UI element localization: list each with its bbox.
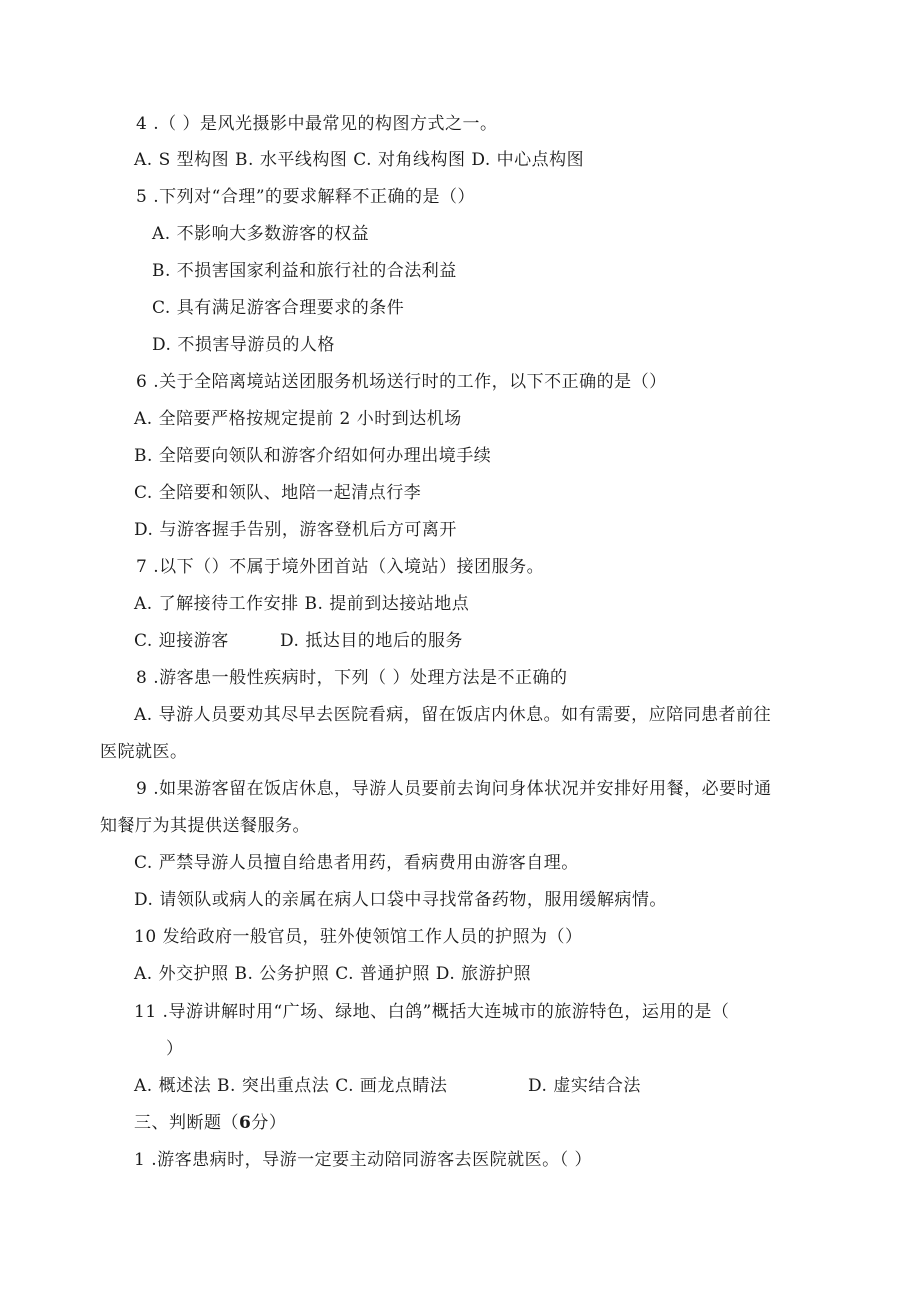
question-6: 6 .关于全陪离境站送团服务机场送行时的工作，以下不正确的是（） (136, 372, 667, 392)
question-4: 4 .（ ）是风光摄影中最常见的构图方式之一。 (136, 114, 498, 134)
question-11-option-d: D. 虚实结合法 (528, 1076, 641, 1096)
question-4-options: A. S 型构图 B. 水平线构图 C. 对角线构图 D. 中心点构图 (134, 150, 585, 170)
question-5: 5 .下列对“合理”的要求解释不正确的是（） (136, 187, 476, 207)
question-10: 10 发给政府一般官员，驻外使领馆工作人员的护照为（） (134, 927, 583, 947)
question-8-option-a-line2: 医院就医。 (100, 742, 188, 762)
section-3-points: 6 (239, 1113, 252, 1133)
judgment-question-1: 1 .游客患病时，导游一定要主动陪同游客去医院就医。（ ） (134, 1150, 593, 1170)
question-9-option-d: D. 请领队或病人的亲属在病人口袋中寻找常备药物，服用缓解病情。 (134, 890, 667, 910)
question-7: 7 .以下（）不属于境外团首站（入境站）接团服务。 (136, 557, 545, 577)
question-9-option-c: C. 严禁导游人员擅自给患者用药，看病费用由游客自理。 (134, 853, 579, 873)
question-11: 11 .导游讲解时用“广场、绿地、白鸽”概括大连城市的旅游特色，运用的是（ (134, 1002, 730, 1022)
section-3-heading-prefix: 三、判断题（ (134, 1113, 239, 1133)
question-8-option-a-line1: A. 导游人员要劝其尽早去医院看病，留在饭店内休息。如有需要，应陪同患者前往 (134, 705, 772, 725)
question-7-option-d: D. 抵达目的地后的服务 (280, 631, 463, 651)
question-9-line1: 9 .如果游客留在饭店休息，导游人员要前去询问身体状况并安排好用餐，必要时通 (136, 779, 772, 799)
question-6-option-b: B. 全陪要向领队和游客介绍如何办理出境手续 (134, 446, 492, 466)
question-5-option-d: D. 不损害导游员的人格 (152, 335, 335, 355)
section-3-heading (134, 1111, 286, 1135)
question-6-option-d: D. 与游客握手告别，游客登机后方可离开 (134, 520, 457, 540)
question-11-options-abc: A. 概述法 B. 突出重点法 C. 画龙点睛法 (134, 1076, 448, 1096)
question-5-option-c: C. 具有满足游客合理要求的条件 (152, 298, 405, 318)
question-7-option-c: C. 迎接游客 (134, 631, 229, 651)
question-6-option-c: C. 全陪要和领队、地陪一起清点行李 (134, 483, 422, 503)
question-7-options-ab: A. 了解接待工作安排 B. 提前到达接站地点 (134, 594, 470, 614)
question-6-option-a: A. 全陪要严格按规定提前 2 小时到达机场 (134, 409, 462, 429)
question-5-option-b: B. 不损害国家利益和旅行社的合法利益 (152, 261, 457, 281)
question-8: 8 .游客患一般性疾病时，下列（ ）处理方法是不正确的 (136, 668, 568, 688)
question-11-continuation: ） (166, 1039, 184, 1059)
question-5-option-a: A. 不影响大多数游客的权益 (152, 224, 370, 244)
question-9-line2: 知餐厅为其提供送餐服务。 (100, 816, 310, 836)
question-10-options: A. 外交护照 B. 公务护照 C. 普通护照 D. 旅游护照 (134, 964, 532, 984)
section-3-heading-suffix: 分） (251, 1113, 287, 1133)
